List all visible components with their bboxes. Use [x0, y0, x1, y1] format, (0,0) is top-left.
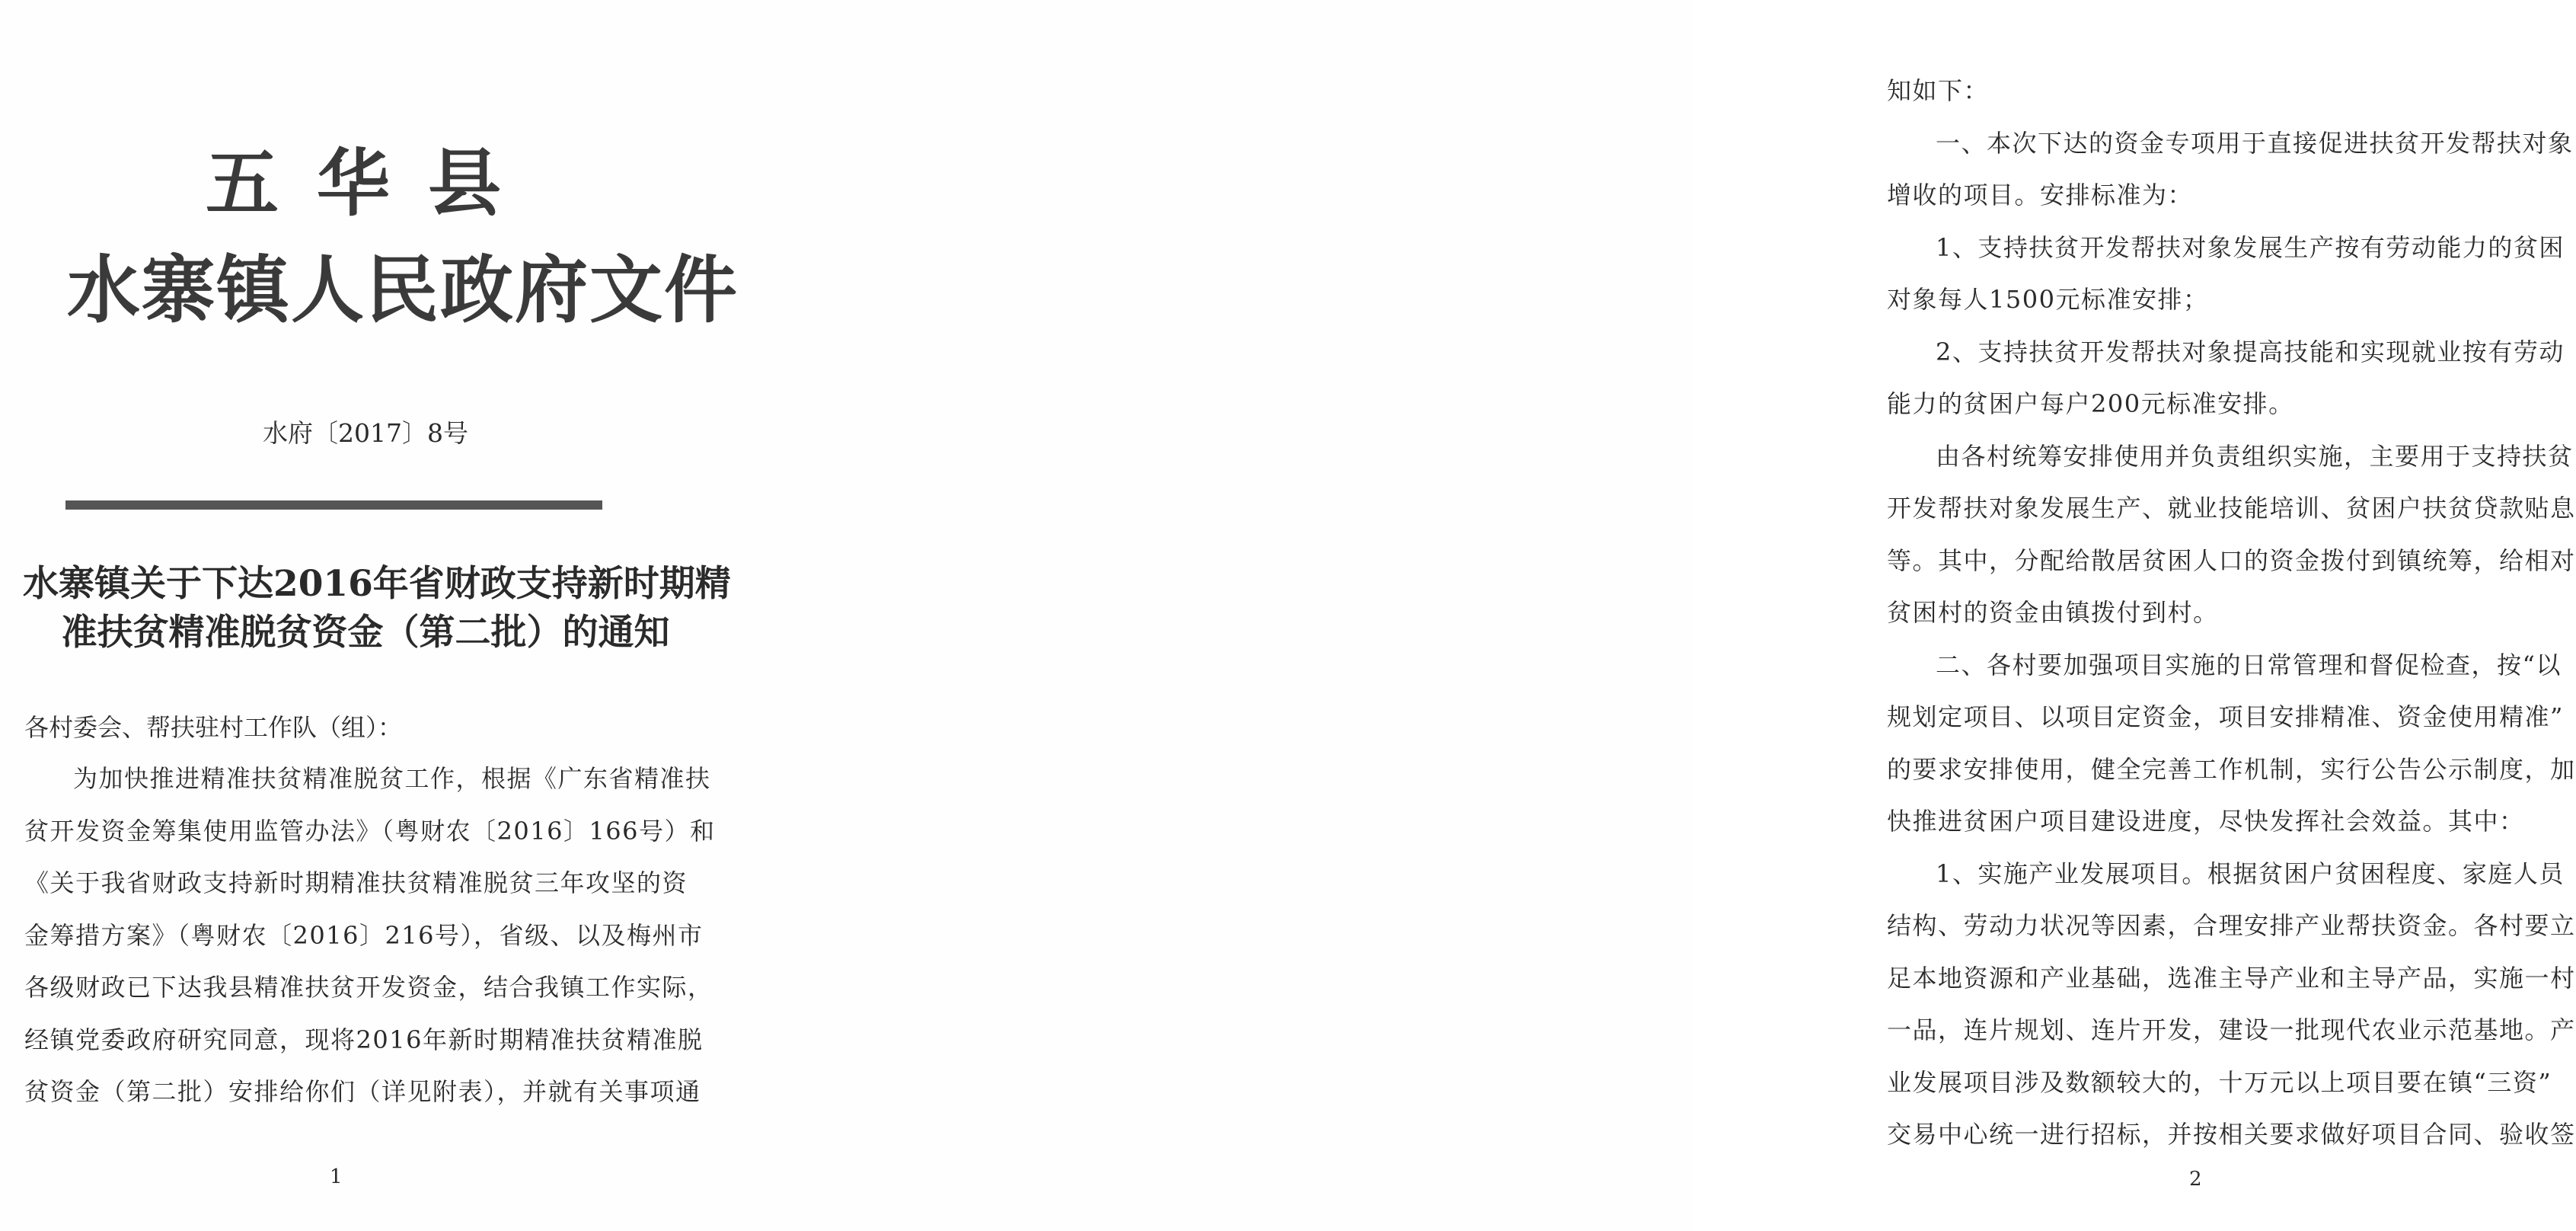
body-line: 各级财政已下达我县精准扶贫开发资金，结合我镇工作实际， — [24, 973, 713, 1002]
body-line: 等。其中，分配给散居贫困人口的资金拨付到镇统筹，给相对 — [1887, 545, 2576, 575]
body-line: 一、本次下达的资金专项用于直接促进扶贫开发帮扶对象 — [1936, 128, 2574, 158]
body-line: 快推进贫困户项目建设进度，尽快发挥社会效益。其中： — [1887, 807, 2525, 836]
document-page-1 — [0, 0, 921, 1231]
document-title-line: 水寨镇关于下达2016年省财政支持新时期精 — [23, 563, 731, 605]
body-line: 规划定项目、以项目定资金，项目安排精准、资金使用精准” — [1887, 702, 2564, 731]
body-line: 开发帮扶对象发展生产、就业技能培训、贫困户扶贫贷款贴息 — [1887, 494, 2576, 523]
body-line: 结构、劳动力状况等因素，合理安排产业帮扶资金。各村要立 — [1887, 911, 2576, 940]
body-line: 知如下： — [1887, 76, 1990, 105]
body-line: 二、各村要加强项目实施的日常管理和督促检查，按“以 — [1936, 650, 2562, 679]
page-number: 2 — [2189, 1168, 2202, 1191]
body-line: 增收的项目。安排标准为： — [1887, 181, 2194, 209]
body-line: 1、支持扶贫开发帮扶对象发展生产按有劳动能力的贫困 — [1936, 232, 2565, 262]
body-line: 足本地资源和产业基础，选准主导产业和主导产品，实施一村 — [1887, 963, 2576, 993]
body-line: 业发展项目涉及数额较大的，十万元以上项目要在镇“三资” — [1887, 1067, 2552, 1097]
body-line: 交易中心统一进行招标，并按相关要求做好项目合同、验收签 — [1887, 1120, 2576, 1149]
body-line: 的要求安排使用，健全完善工作机制，实行公告公示制度，加 — [1887, 754, 2576, 784]
body-text — [1887, 65, 2576, 1161]
body-line: 经镇党委政府研究同意，现将2016年新时期精准扶贫精准脱 — [24, 1025, 704, 1054]
body-line: 2、支持扶贫开发帮扶对象提高技能和实现就业按有劳动 — [1936, 337, 2565, 366]
document-page-2 — [921, 0, 2576, 1231]
body-line: 贫开发资金筹集使用监管办法》（粤财农〔2016〕166号）和 — [24, 816, 716, 846]
body-line: 为加快推进精准扶贫精准脱贫工作，根据《广东省精准扶 — [73, 764, 711, 793]
body-line: 对象每人1500元标准安排； — [1887, 285, 2209, 314]
body-line: 由各村统筹安排使用并负责组织实施，主要用于支持扶贫 — [1936, 441, 2574, 471]
document-number: 水府〔2017〕8号 — [263, 418, 468, 448]
page-number: 1 — [330, 1165, 343, 1188]
body-line: 一品，连片规划、连片开发，建设一批现代农业示范基地。产 — [1887, 1015, 2576, 1044]
document-title — [23, 560, 731, 657]
salutation: 各村委会、帮扶驻村工作队（组）： — [24, 713, 403, 742]
body-line: 1、实施产业发展项目。根据贫困户贫困程度、家庭人员 — [1936, 859, 2565, 888]
header-divider — [65, 500, 602, 510]
county-header: 五华县 — [206, 140, 539, 226]
body-line: 贫资金（第二批）安排给你们（详见附表），并就有关事项通 — [24, 1077, 701, 1106]
body-paragraph — [24, 753, 716, 1118]
body-line: 能力的贫困户每户200元标准安排。 — [1887, 389, 2294, 418]
body-line: 贫困村的资金由镇拨付到村。 — [1887, 598, 2219, 627]
government-document-header: 水寨镇人民政府文件 — [67, 247, 739, 333]
body-line: 《关于我省财政支持新时期精准扶贫精准脱贫三年攻坚的资 — [24, 868, 688, 897]
body-line: 金筹措方案》（粤财农〔2016〕216号），省级、以及梅州市 — [24, 920, 704, 950]
document-title-line: 准扶贫精准脱贫资金（第二批）的通知 — [61, 612, 670, 654]
